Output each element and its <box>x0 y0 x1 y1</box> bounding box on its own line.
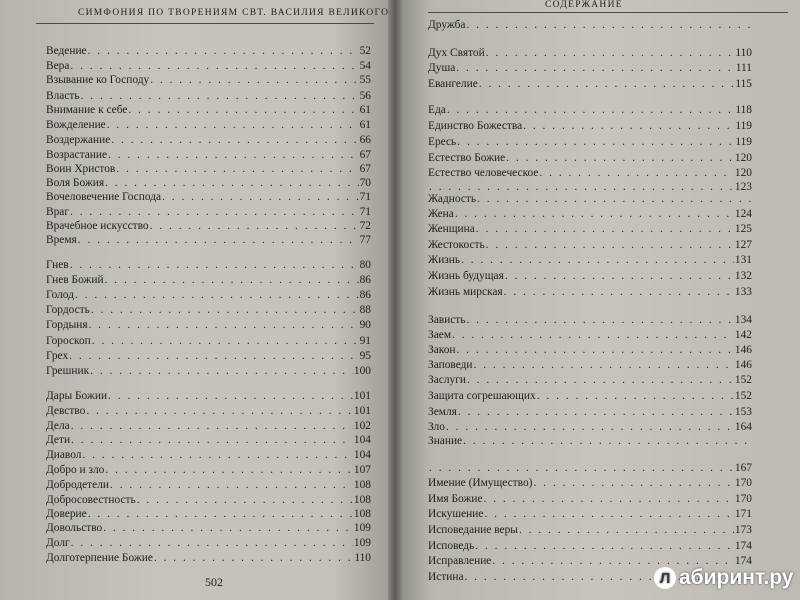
index-entry <box>46 133 371 148</box>
index-entry <box>428 373 752 388</box>
entry-term: Внимание к себе <box>46 104 128 116</box>
entry-page-number: 115 <box>735 78 752 90</box>
leader-dots <box>69 349 358 364</box>
leader-dots <box>92 334 359 349</box>
entry-page-number: 125 <box>734 223 752 235</box>
index-entry <box>46 404 371 419</box>
leader-dots <box>457 343 734 358</box>
leader-dots <box>81 89 359 104</box>
leader-dots <box>486 46 735 61</box>
leader-dots <box>456 61 734 76</box>
entry-term: Гнев Божий <box>46 274 104 286</box>
entry-page-number: 86 <box>359 274 371 286</box>
leader-dots <box>88 507 353 522</box>
index-entry <box>428 507 752 522</box>
entry-term: Голод <box>46 289 74 301</box>
entry-term: Врачебное искусство <box>46 220 149 232</box>
leader-dots <box>75 288 359 303</box>
leader-dots <box>506 151 734 166</box>
entry-term: Добро и зло <box>46 464 105 476</box>
entry-page-number: 52 <box>359 45 371 57</box>
entry-term: Имение (Имущество) <box>428 477 533 489</box>
index-entry <box>428 358 752 373</box>
leader-dots <box>86 404 353 419</box>
entry-page-number: 107 <box>353 464 371 476</box>
leader-dots <box>475 539 734 554</box>
leader-dots <box>484 507 733 522</box>
index-entry <box>428 476 752 491</box>
leader-dots <box>505 269 734 284</box>
leader-dots <box>71 419 353 434</box>
index-entry <box>428 238 752 253</box>
entry-page-number: 174 <box>734 555 752 567</box>
index-entry <box>46 448 371 463</box>
entry-term: Дух Святой <box>428 47 485 59</box>
labirint-logo-icon: Л <box>654 567 676 589</box>
index-entry <box>46 364 371 379</box>
entry-page-number: 55 <box>359 74 371 86</box>
index-entry <box>46 318 371 333</box>
entry-page-number: 110 <box>354 552 371 564</box>
leader-dots <box>452 328 734 343</box>
leader-dots <box>105 463 353 478</box>
leader-dots <box>476 222 734 237</box>
entry-page-number: 174 <box>734 540 752 552</box>
entry-term: Ведение <box>46 45 87 57</box>
entry-term: Земля <box>428 406 457 418</box>
entry-page-number: 132 <box>734 270 752 282</box>
index-entry <box>46 463 371 478</box>
entry-page-number: 101 <box>353 405 371 417</box>
entry-page-number: 108 <box>353 508 371 520</box>
entry-term: Взывание ко Господу <box>46 74 150 86</box>
entry-page-number: 133 <box>734 286 752 298</box>
entry-term: Дружба <box>428 19 466 31</box>
entry-page-number: 152 <box>734 374 752 386</box>
entry-page-number: 110 <box>735 47 752 59</box>
running-head-right: СОДЕРЖАНИЕ <box>545 0 623 10</box>
entry-term: Исправление <box>428 555 492 567</box>
entry-term: Заслуги <box>428 374 466 386</box>
index-entry <box>428 166 752 181</box>
entry-term: Евангелие <box>428 78 478 90</box>
index-entry <box>428 46 752 61</box>
leader-dots <box>484 492 734 507</box>
entry-term: Зло <box>428 421 445 433</box>
entry-page-number: 170 <box>734 477 752 489</box>
index-entry <box>428 285 752 300</box>
entry-term: Воин Христов <box>46 163 116 175</box>
index-entry <box>428 253 752 268</box>
entry-page-number: 102 <box>353 420 371 432</box>
leader-dots <box>477 192 751 207</box>
entry-page-number: 100 <box>353 365 371 377</box>
leader-dots <box>105 273 359 288</box>
entry-term: Заем <box>428 329 452 341</box>
entry-page-number: 71 <box>359 191 371 203</box>
entry-page-number: 108 <box>353 479 371 491</box>
leader-dots <box>110 478 353 493</box>
leader-dots <box>446 420 734 435</box>
index-entry <box>46 521 371 536</box>
header-rule-left <box>36 23 374 24</box>
entry-page-number: 146 <box>734 359 752 371</box>
leader-dots <box>467 373 734 388</box>
index-entry <box>428 207 752 222</box>
entry-term: Вожделение <box>46 119 106 131</box>
leader-dots <box>539 166 733 181</box>
index-entry <box>46 493 371 508</box>
entry-page-number: 153 <box>734 406 752 418</box>
leader-dots <box>105 176 359 191</box>
index-entry <box>428 313 752 328</box>
entry-page-number: 127 <box>734 239 752 251</box>
leader-dots <box>154 551 353 566</box>
leader-dots <box>533 476 733 491</box>
entry-term: Грех <box>46 350 69 362</box>
index-entry <box>46 478 371 493</box>
leader-dots <box>519 523 734 538</box>
entry-term: Довольство <box>46 522 103 534</box>
index-entry <box>46 44 371 59</box>
entry-term: Время <box>46 234 77 246</box>
entry-term: Власть <box>46 90 80 102</box>
entry-term: Ересь <box>428 136 457 148</box>
entry-term: Зависть <box>428 314 466 326</box>
entry-term: Дела <box>46 420 70 432</box>
entry-term: Жизнь <box>428 254 461 266</box>
entry-page-number: 80 <box>359 259 371 271</box>
index-entry <box>46 258 371 273</box>
leader-dots <box>150 73 358 88</box>
entry-term: Гордость <box>46 304 90 316</box>
index-entry <box>46 433 371 448</box>
entry-term: Женщина <box>428 223 475 235</box>
entry-term: Враг <box>46 206 70 218</box>
leader-dots <box>474 358 734 373</box>
index-entry <box>428 389 752 404</box>
entry-term: Гороскоп <box>46 335 91 347</box>
entry-page-number: 71 <box>359 206 371 218</box>
entry-page-number: 120 <box>734 152 752 164</box>
entry-term: Заповеди <box>428 359 473 371</box>
entry-term: Воздержание <box>46 134 111 146</box>
index-entry <box>428 119 752 134</box>
entry-page-number: 67 <box>359 149 371 161</box>
entry-term: Дети <box>46 434 71 446</box>
entry-term: Закон <box>428 344 456 356</box>
leader-dots <box>455 207 734 222</box>
leader-dots <box>108 389 353 404</box>
entry-page-number: 66 <box>359 134 371 146</box>
entry-page-number: 118 <box>735 104 752 116</box>
entry-term: Еда <box>428 104 446 116</box>
leader-dots <box>504 285 734 300</box>
entry-term: Жадность <box>428 193 477 205</box>
index-entry <box>46 419 371 434</box>
index-entry <box>46 349 371 364</box>
entry-term: Добросовестность <box>46 494 136 506</box>
entry-page-number: 170 <box>734 493 752 505</box>
index-entry <box>46 536 371 551</box>
index-entry <box>428 77 752 92</box>
index-entry <box>428 103 752 118</box>
index-entry <box>46 89 371 104</box>
index-entry <box>428 405 752 420</box>
entry-page-number: 119 <box>735 136 752 148</box>
index-entry <box>46 205 371 220</box>
leader-dots <box>162 190 359 205</box>
index-entry <box>428 61 752 76</box>
leader-dots <box>479 77 735 92</box>
entry-page-number: 90 <box>359 319 371 331</box>
entry-page-number: 109 <box>353 522 371 534</box>
leader-dots <box>103 521 353 536</box>
entry-term: Истина <box>428 571 464 583</box>
index-entry <box>428 420 752 435</box>
entry-page-number: 123 <box>734 181 752 193</box>
leader-dots <box>111 133 358 148</box>
leader-dots <box>523 119 734 134</box>
entry-page-number: 111 <box>735 62 752 74</box>
leader-dots <box>150 219 359 234</box>
leader-dots <box>486 238 734 253</box>
index-entry <box>428 539 752 554</box>
index-entry <box>428 192 752 207</box>
entry-page-number: 120 <box>734 167 752 179</box>
entry-term: Гордыня <box>46 319 88 331</box>
entry-term: Возрастание <box>46 149 108 161</box>
entry-page-number: 108 <box>353 494 371 506</box>
entry-term: Жизнь будущая <box>428 270 504 282</box>
entry-page-number: 142 <box>734 329 752 341</box>
entry-page-number: 77 <box>359 234 371 246</box>
entry-page-number: 164 <box>734 421 752 433</box>
leader-dots <box>89 318 359 333</box>
index-entry <box>428 523 752 538</box>
entry-page-number: 67 <box>359 163 371 175</box>
leader-dots <box>107 118 359 133</box>
entry-page-number: 167 <box>734 462 752 474</box>
entry-term: Единство Божества <box>428 120 523 132</box>
leader-dots <box>537 389 734 404</box>
index-entry <box>428 151 752 166</box>
leader-dots <box>466 313 733 328</box>
entry-page-number: 86 <box>359 289 371 301</box>
entry-term: Знание <box>428 435 463 447</box>
leader-dots <box>108 148 359 163</box>
leader-dots <box>70 59 358 74</box>
index-entry <box>428 343 752 358</box>
entry-page-number: 173 <box>734 524 752 536</box>
index-entry <box>46 59 371 74</box>
leader-dots <box>458 405 734 420</box>
entry-page-number: 109 <box>353 537 371 549</box>
index-entry <box>46 176 371 191</box>
entry-term: Гнев <box>46 259 69 271</box>
entry-term: Жестокость <box>428 239 485 251</box>
index-entry <box>46 389 371 404</box>
entry-page-number: 54 <box>359 60 371 72</box>
entry-page-number: 146 <box>734 344 752 356</box>
index-entry <box>46 273 371 288</box>
index-entry <box>428 434 752 449</box>
entry-page-number: 104 <box>353 449 371 461</box>
entry-term: Жена <box>428 208 454 220</box>
index-entry <box>428 18 752 33</box>
index-entry <box>428 492 752 507</box>
leader-dots <box>88 44 359 59</box>
leader-dots <box>71 433 353 448</box>
leader-dots <box>90 364 353 379</box>
leader-dots <box>82 448 352 463</box>
index-entry <box>46 303 371 318</box>
running-head-left: СИМФОНИЯ ПО ТВОРЕНИЯМ СВТ. ВАСИЛИЯ ВЕЛИКОГО <box>78 8 390 18</box>
entry-term: Жизнь мирская <box>428 286 503 298</box>
watermark-text: абиринт.ру <box>679 566 794 589</box>
leader-dots <box>91 303 359 318</box>
entry-page-number: 101 <box>353 390 371 402</box>
leader-dots <box>78 233 359 248</box>
index-entry <box>46 334 371 349</box>
index-entry <box>428 222 752 237</box>
entry-page-number: 72 <box>359 220 371 232</box>
entry-term: Доверие <box>46 508 87 520</box>
leader-dots <box>128 103 358 118</box>
entry-page-number: 104 <box>353 434 371 446</box>
leader-dots <box>447 103 735 118</box>
entry-page-number: 61 <box>359 104 371 116</box>
entry-term: Долготерпение Божие <box>46 552 153 564</box>
book-spine <box>388 0 402 600</box>
index-entry <box>46 219 371 234</box>
entry-term: Долг <box>46 537 70 549</box>
index-entry <box>46 288 371 303</box>
entry-page-number: 61 <box>359 119 371 131</box>
entry-page-number: 91 <box>359 335 371 347</box>
index-entry <box>46 190 371 205</box>
entry-term: Искушение <box>428 508 484 520</box>
index-entry <box>46 551 371 566</box>
index-entry <box>428 328 752 343</box>
entry-term: Вера <box>46 60 70 72</box>
index-entry <box>428 269 752 284</box>
entry-term: Добродетели <box>46 479 109 491</box>
leader-dots <box>137 493 353 508</box>
entry-term: Грешник <box>46 365 90 377</box>
leader-dots <box>70 258 359 273</box>
labirint-watermark <box>654 566 794 590</box>
entry-term: Имя Божие <box>428 493 483 505</box>
entry-term: Защита согрешающих <box>428 390 536 402</box>
entry-page-number: 95 <box>359 350 371 362</box>
entry-page-number: 131 <box>734 254 752 266</box>
index-entry <box>428 461 752 476</box>
entry-page-number: 88 <box>359 304 371 316</box>
index-entry <box>46 118 371 133</box>
entry-page-number: 171 <box>734 508 752 520</box>
entry-term: Воля Божия <box>46 177 105 189</box>
leader-dots <box>429 461 734 476</box>
index-entry <box>46 233 371 248</box>
entry-page-number: 152 <box>734 390 752 402</box>
leader-dots <box>71 536 353 551</box>
entry-page-number: 70 <box>359 177 371 189</box>
entry-term: Естество человеческое <box>428 167 539 179</box>
entry-term: Вочеловечение Господа <box>46 191 162 203</box>
leader-dots <box>70 205 359 220</box>
leader-dots <box>461 253 734 268</box>
entry-term: Девство <box>46 405 86 417</box>
entry-page-number: 119 <box>735 120 752 132</box>
entry-term: Дары Божии <box>46 390 108 402</box>
index-entry <box>46 507 371 522</box>
leader-dots <box>466 18 751 33</box>
leader-dots <box>116 162 358 177</box>
index-entry <box>46 148 371 163</box>
index-entry <box>428 135 752 150</box>
entry-page-number: 124 <box>734 208 752 220</box>
leader-dots <box>463 434 751 449</box>
entry-page-number: 134 <box>734 314 752 326</box>
page-number: 502 <box>205 575 223 589</box>
index-entry <box>46 162 371 177</box>
header-rule-right <box>428 12 788 13</box>
leader-dots <box>457 135 734 150</box>
index-entry <box>46 103 371 118</box>
entry-term: Естество Божие <box>428 152 506 164</box>
entry-term: Диавол <box>46 449 82 461</box>
entry-term: Исповедь <box>428 540 475 552</box>
entry-term: Душа <box>428 62 456 74</box>
entry-page-number: 56 <box>359 90 371 102</box>
index-entry <box>46 73 371 88</box>
entry-term: Исповедание веры <box>428 524 518 536</box>
